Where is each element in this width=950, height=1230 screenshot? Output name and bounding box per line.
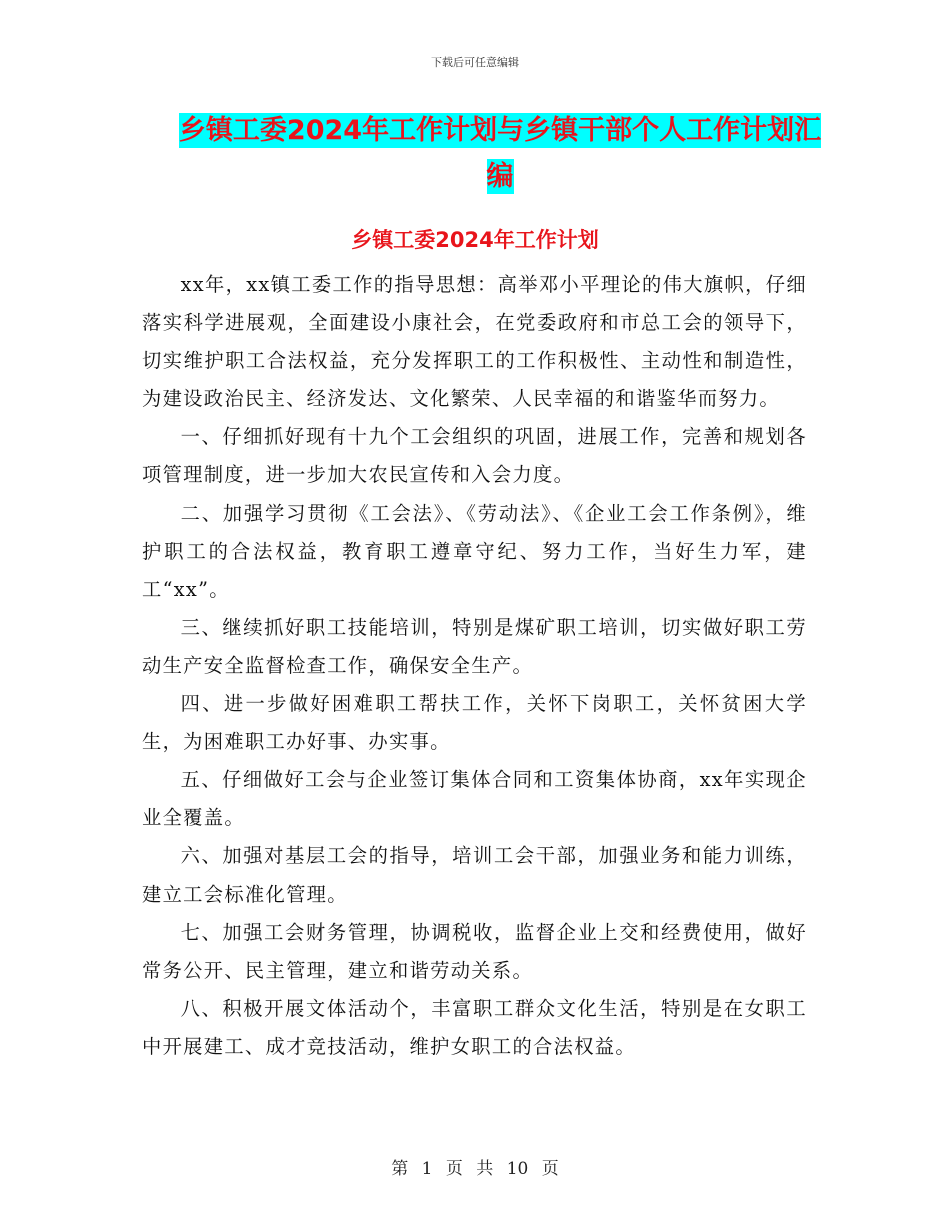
paragraph-item-1: 一、仔细抓好现有十九个工会组织的巩固，进展工作，完善和规划各项管理制度，进一步加大农民宣传和入会力度。 [142,425,807,487]
document-title-text: 乡镇工委2024年工作计划与乡镇干部个人工作计划汇编 [178,115,822,192]
paragraph-item-3: 三、继续抓好职工技能培训，特别是煤矿职工培训，切实做好职工劳动生产安全监督检查工作，确保安全生产。 [142,615,807,677]
paragraph-item-8: 八、积极开展文体活动个，丰富职工群众文化生活，特别是在女职工中开展建工、成才竞技活动，维护女职工的合法权益。 [142,996,807,1058]
header-note: 下载后可任意编辑 [431,56,519,69]
section-title: 乡镇工委2024年工作计划 [351,228,599,252]
page-footer: 第 1 页 共 10 页 [391,1159,559,1179]
document-body [142,266,807,1066]
paragraph-item-4: 四、进一步做好困难职工帮扶工作，关怀下岗职工，关怀贫困大学生，为困难职工办好事、办实事。 [142,692,807,754]
document-title [175,108,825,200]
paragraph-item-5: 五、仔细做好工会与企业签订集体合同和工资集体协商，xx年实现企业全覆盖。 [142,768,807,830]
paragraph-item-6: 六、加强对基层工会的指导，培训工会干部，加强业务和能力训练，建立工会标准化管理。 [142,844,807,906]
paragraph-intro: xx年，xx镇工委工作的指导思想：高举邓小平理论的伟大旗帜，仔细落实科学进展观，全面建设小康社会，在党委政府和市总工会的领导下，切实维护职工合法权益，充分发挥职工的工作积极性、主动性和制造性，为建设政治民主、经济发达、文化繁荣、人民幸福的和谐鉴华而努力。 [142,273,807,411]
paragraph-item-7: 七、加强工会财务管理，协调税收，监督企业上交和经费使用，做好常务公开、民主管理，建立和谐劳动关系。 [142,920,807,982]
paragraph-item-2: 二、加强学习贯彻《工会法》、《劳动法》、《企业工会工作条例》，维护职工的合法权益，教育职工遵章守纪、努力工作，当好生力军，建工“xx”。 [142,501,807,601]
